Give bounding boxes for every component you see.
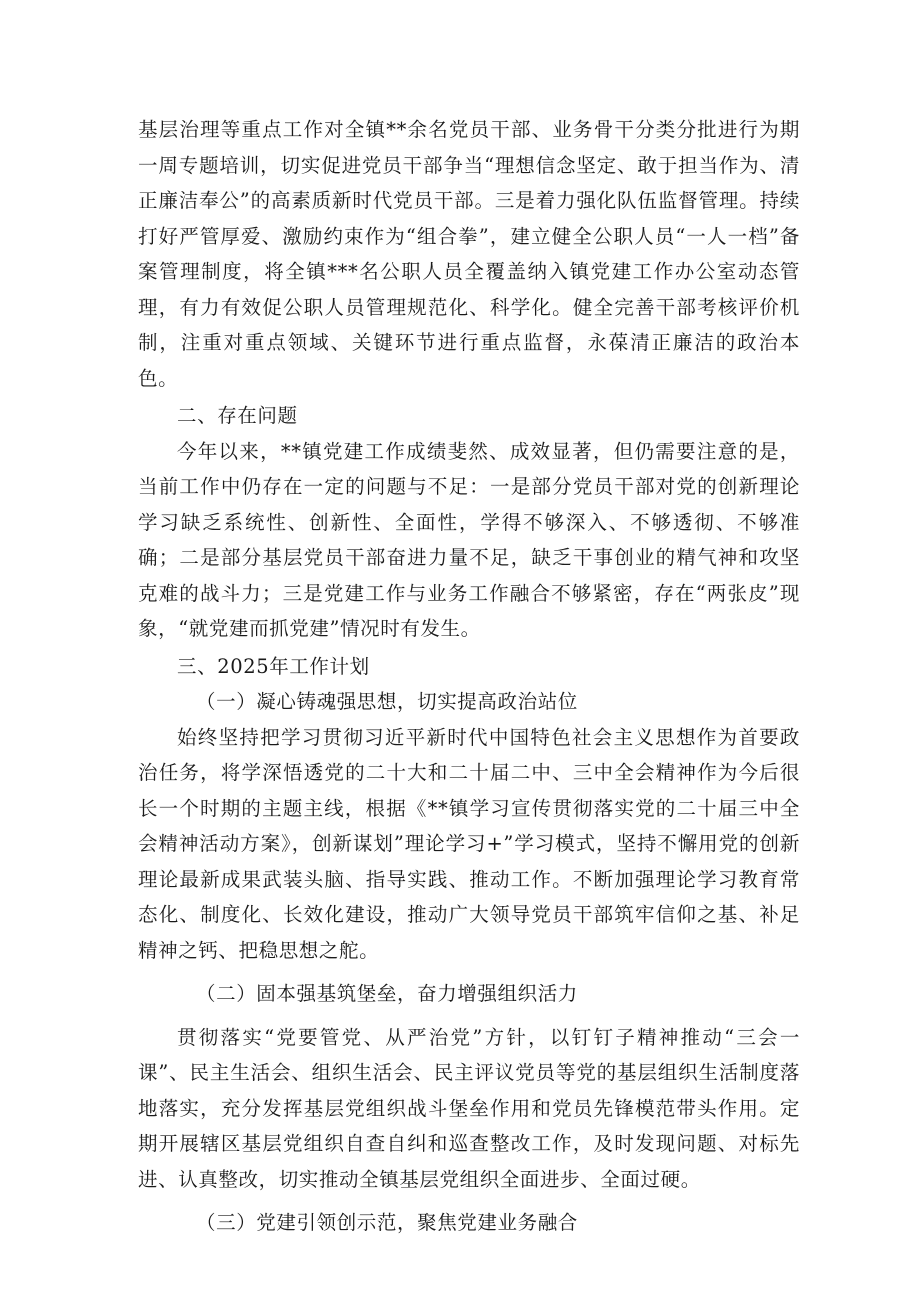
paragraph-problems: 今年以来，**镇党建工作成绩斐然、成效显著，但仍需要注意的是，当前工作中仍存在一定的问题与不足：一是部分党员干部对党的创新理论学习缺乏系统性、创新性、全面性，学得不够深入、不够透彻、不够准确；二是部分基层党员干部奋进力量不足，缺乏干事创业的精气神和攻坚克难的战斗力；三是党建工作与业务工作融合不够紧密，存在“两张皮”现象，“就党建而抓党建”情况时有发生。 [138, 439, 800, 640]
paragraph-theory-study: 始终坚持把学习贯彻习近平新时代中国特色社会主义思想作为首要政治任务，将学深悟透党的二十大和二十届二中、三中全会精神作为今后很长一个时期的主题主线，根据《**镇学习宣传贯彻落实党的二十届三中全会精神活动方案》，创新谋划”理论学习+”学习模式，坚持不懈用党的创新理论最新成果武装头脑、指导实践、推动工作。不断加强理论学习教育常态化、制度化、长效化建设，推动广大领导党员干部筑牢信仰之基、补足精神之钙、把稳思想之舵。 [138, 725, 800, 962]
subheading-political-stance: （一）凝心铸魂强思想，切实提高政治站位 [196, 690, 578, 713]
document-body [138, 112, 800, 1241]
paragraph-organization-life: 贯彻落实“党要管党、从严治党”方针，以钉钉子精神推动“三会一课”、民主生活会、组织生活会、民主评议党员等党的基层组织生活制度落地落实，充分发挥基层党组织战斗堡垒作用和党员先锋模范带头作用。定期开展辖区基层党组织自查自纠和巡查整改工作，及时发现问题、对标先进、认真整改，切实推动全镇基层党组织全面进步、全面过硬。 [138, 1025, 800, 1191]
subheading-organization-vitality: （二）固本强基筑堡垒，奋力增强组织活力 [196, 982, 578, 1005]
section-heading-work-plan: 三、2025年工作计划 [177, 654, 370, 678]
section-heading-problems: 二、存在问题 [177, 404, 298, 427]
paragraph-team-supervision: 基层治理等重点工作对全镇**余名党员干部、业务骨干分类分批进行为期一周专题培训，切实促进党员干部争当“理想信念坚定、敢于担当作为、清正廉洁奉公”的高素质新时代党员干部。三是着力强化队伍监督管理。持续打好严管厚爱、激励约束作为“组合拳”，建立健全公职人员“一人一档”备案管理制度，将全镇***名公职人员全覆盖纳入镇党建工作办公室动态管理，有力有效促公职人员管理规范化、科学化。健全完善干部考核评价机制，注重对重点领域、关键环节进行重点监督，永葆清正廉洁的政治本色。 [138, 118, 800, 390]
subheading-party-business-integration: （三）党建引领创示范，聚焦党建业务融合 [196, 1211, 578, 1234]
